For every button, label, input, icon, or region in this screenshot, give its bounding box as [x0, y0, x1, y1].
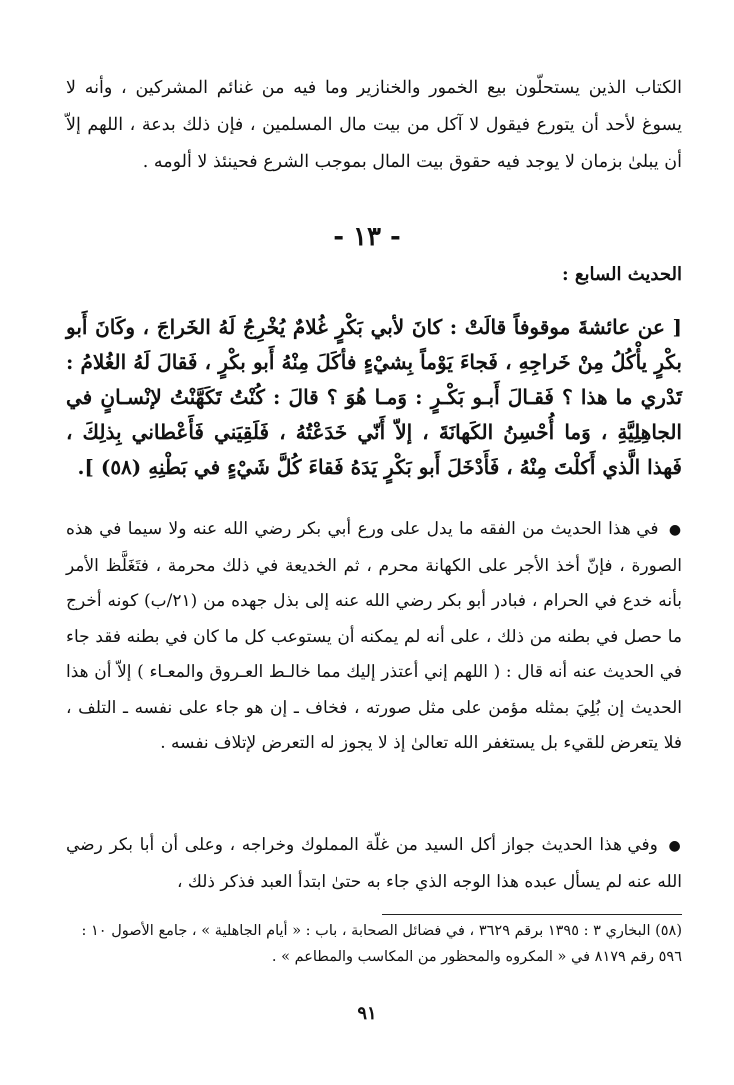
footnote: (٥٨) البخاري ٣ : ١٣٩٥ برقم ٣٦٢٩ ، في فضائل الصحابة ، باب : « أيام الجاهلية » ، جامع الأصول ١٠ : ٥٩٦ رقم ٨١٧٩ في « المكروه والمحظور من المكاسب والمطاعم » . [81, 923, 682, 965]
bullet-icon: ● [668, 838, 682, 854]
commentary-text-2: وفي هذا الحديث جواز أكل السيد من غلّة المملوك وخراجه ، وعلى أن أبا بكر رضي الله عنه لم يسأل عبده هذا الوجه الذي جاء به حتىٰ ابتدأ العبد فذكر ذلك ، [66, 835, 682, 892]
section-number: - ١٣ - [333, 222, 401, 252]
bullet-icon: ● [668, 522, 683, 538]
hadith-heading: الحديث السابع : [561, 264, 682, 285]
continuation-paragraph: الكتاب الذين يستحلّون بيع الخمور والخنازير وما فيه من غنائم المشركين ، وأنه لا يسوغ لأحد أن يتورع فيقول لا آكل من بيت مال المسلمين ، فإن ذلك بدعة ، اللهم إلاّ أن يبلىٰ بزمان لا يوجد فيه حقوق بيت المال بموجب الشرع فحينئذ لا ألومه . [66, 78, 682, 172]
commentary-text-1: في هذا الحديث من الفقه ما يدل على ورع أبي بكر رضي الله عنه ولا سيما في هذه الصورة ، فإنّ أخذ الأجر على الكهانة محرم ، ثم الخديعة في ذلك محرمة ، فتَغَلَّظ الأمر بأنه خدع في الحرام ، فبادر أبو بكر رضي الله عنه إلى بذل جهده من (٢١/ب) كونه أخرج ما حصل في بطنه من ذلك ، على أنه لم يمكنه أن يستوعب كل ما كان في بطنه فقد جاء في الحديث عنه أنه قال : ( اللهم إني أعتذر إليك مما خالـط العـروق والمعـاء ) إلاّ أن هذا الحديث إن بُلِيَ بمثله مؤمن على مثل صورته ، فخاف ـ إن هو جاء على نفسه ـ التلف ، فلا يتعرض للقيء بل يستغفر الله تعالىٰ إذ لا يجوز له التعرض لإتلاف نفسه . [66, 519, 682, 753]
hadith-text: [ عن عائشةَ موقوفاً قالَتْ : كانَ لأبي بَكْرٍ غُلامٌ يُخْرِجُ لَهُ الخَراجَ ، وكَانَ أَبو بكْرٍ يأْكُلُ مِنْ خَراجِهِ ، فَجاءَ يَوْماً بِشيْءٍ فأكَلَ مِنْهُ أَبو بكْرٍ ، فَقالَ لَهُ الغُلامُ : تَدْري ما هذا ؟ فَقـالَ أَبـو بَكْـرٍ : وَمـا هُوَ ؟ قالَ : كُنْتُ تَكَهَّنْتُ لإنْسـانٍ في الجاهِلِيَّةِ ، وَما أُحْسِنُ الكَهانَةَ ، إلاّ أَنّي خَدَعْتُهُ ، فَلَقِيَني فَأَعْطاني بِذلِكَ ، فَهذا الَّذي أَكلْتَ مِنْهُ ، فَأَدْخَلَ أَبو بَكْرٍ يَدَهُ فَقاءَ كُلَّ شَيْءٍ في بَطْنِهِ (٥٨) ]. [66, 315, 682, 479]
commentary-paragraph-2 [66, 828, 682, 900]
footnote-divider [382, 914, 682, 915]
page-number: ٩١ [357, 1003, 377, 1024]
commentary-paragraph-1 [66, 512, 682, 762]
